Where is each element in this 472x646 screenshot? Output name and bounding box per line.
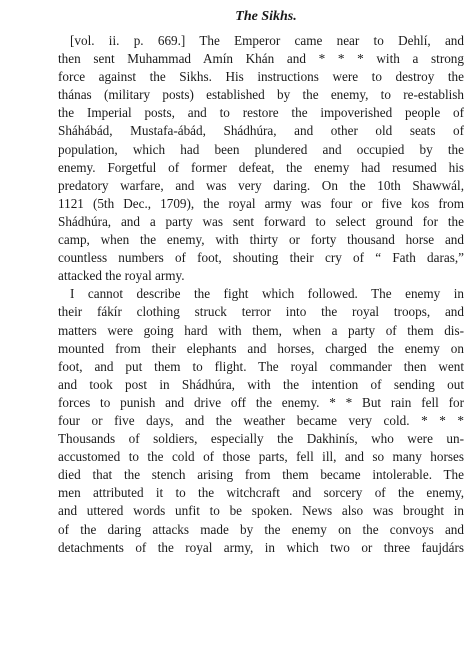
text-line: attacked the royal army. (58, 268, 185, 284)
text-line: men attributed it to the witchcraft and sorcery of the enemy, (58, 485, 464, 501)
text-line: detachments of the royal army, in which two or three faujdárs (58, 539, 464, 555)
running-head: The Sikhs. (235, 9, 297, 24)
text-line: then sent Muhammad Amín Khán and * * * with a strong (58, 51, 464, 67)
text-line: population, which had been plundered and occupied by the (58, 141, 464, 157)
text-line: matters were going hard with them, when a party of them dis- (58, 322, 464, 338)
text-line: forces to punish and drive off the enemy. * * But rain fell for (58, 394, 464, 410)
paragraph-2 (58, 285, 464, 556)
text-line: thánas (military posts) established by the enemy, to re-establish (58, 87, 464, 103)
text-line: the Imperial posts, and to restore the impoverished people of (58, 105, 464, 121)
text-line: their fákír clothing struck terror into the royal troops, and (58, 304, 464, 320)
text-line: mounted from their elephants and horses, charged the enemy on (58, 340, 464, 356)
text-line: Shádhúra, and a party was sent forward to select ground for the (58, 213, 464, 229)
paragraph-1 (58, 32, 464, 285)
text-line: Sháhábád, Mustafa-ábád, Shádhúra, and other old seats of (58, 123, 464, 139)
text-line: of the daring attacks made by the enemy on the convoys and (58, 521, 464, 537)
text-line: force against the Sikhs. His instructions were to destroy the (58, 69, 464, 85)
text-line: and uttered words unfit to be spoken. News also was brought in (58, 503, 464, 519)
text-line: died that the stench arising from them became intolerable. The (58, 467, 464, 483)
text-line: accustomed to the cold of those parts, fell ill, and so many horses (58, 449, 464, 465)
text-line: camp, when the enemy, with thirty or forty thousand horse and (58, 232, 464, 248)
text-line: countless numbers of foot, shouting their cry of “ Fath daras,” (58, 250, 464, 266)
text-line: 1121 (5th Dec., 1709), the royal army was four or five kos from (58, 195, 464, 211)
text-line: enemy. Forgetful of former defeat, the enemy had resumed his (58, 159, 464, 175)
text-line: and took post in Shádhúra, with the intention of sending out (58, 376, 464, 392)
text-line: I cannot describe the fight which followed. The enemy in (70, 286, 464, 302)
text-line: four or five days, and the weather became very cold. * * * (58, 412, 464, 428)
text-line: foot, and put them to flight. The royal commander then went (58, 358, 464, 374)
text-line: Thousands of soldiers, especially the Dakhinís, who were un- (58, 431, 464, 447)
text-line: [vol. ii. p. 669.] The Emperor came near to Dehlí, and (70, 33, 464, 48)
text-line: predatory warfare, and was very daring. On the 10th Shawwál, (58, 177, 464, 193)
